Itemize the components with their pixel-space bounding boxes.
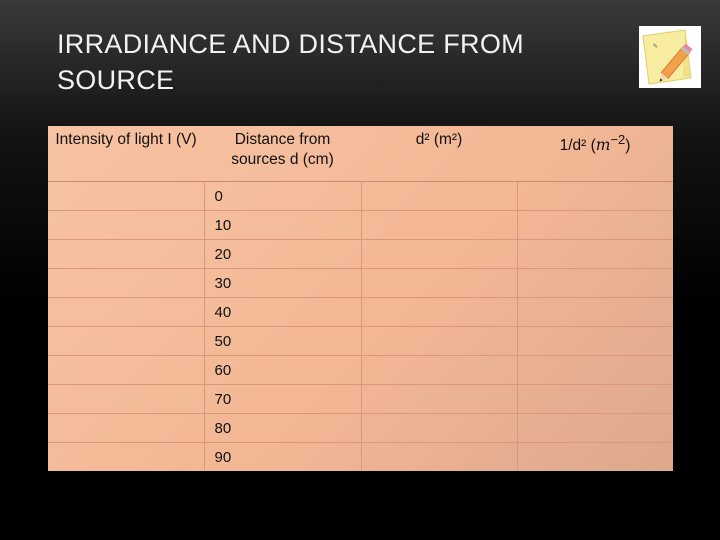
table-row bbox=[48, 298, 673, 327]
header-unit-symbol: m bbox=[595, 136, 611, 155]
table-cell bbox=[517, 269, 673, 298]
header-d-squared: d² (m²) bbox=[361, 126, 517, 182]
table-row bbox=[48, 414, 673, 443]
header-unit-close: ) bbox=[625, 137, 631, 155]
header-intensity: Intensity of light I (V) bbox=[48, 126, 204, 182]
table-cell bbox=[517, 385, 673, 414]
table-cell bbox=[361, 443, 517, 472]
table-cell bbox=[361, 356, 517, 385]
table-cell: 10 bbox=[204, 211, 361, 240]
table-cell bbox=[361, 269, 517, 298]
table-row bbox=[48, 182, 673, 211]
table-cell bbox=[48, 298, 204, 327]
table-cell bbox=[517, 240, 673, 269]
table-row bbox=[48, 240, 673, 269]
table-cell bbox=[48, 269, 204, 298]
table-row bbox=[48, 211, 673, 240]
table-row bbox=[48, 356, 673, 385]
table-row bbox=[48, 269, 673, 298]
table-cell bbox=[48, 327, 204, 356]
table-cell bbox=[48, 211, 204, 240]
table-cell: 30 bbox=[204, 269, 361, 298]
table-cell bbox=[361, 182, 517, 211]
table-cell bbox=[48, 240, 204, 269]
table-cell: 80 bbox=[204, 414, 361, 443]
table-cell: 0 bbox=[204, 182, 361, 211]
table-cell: 90 bbox=[204, 443, 361, 472]
table-cell bbox=[48, 414, 204, 443]
table-cell bbox=[517, 182, 673, 211]
table-cell bbox=[361, 414, 517, 443]
table-cell bbox=[361, 298, 517, 327]
table-cell bbox=[517, 356, 673, 385]
table-cell: 60 bbox=[204, 356, 361, 385]
table-cell bbox=[48, 385, 204, 414]
data-table bbox=[48, 126, 673, 471]
table-row bbox=[48, 443, 673, 472]
header-inverse-label: 1/d² ( bbox=[559, 137, 596, 155]
table-cell bbox=[517, 211, 673, 240]
table-cell bbox=[48, 182, 204, 211]
table-cell bbox=[361, 240, 517, 269]
table-cell bbox=[361, 211, 517, 240]
svg-text:✎: ✎ bbox=[653, 43, 659, 50]
table-row bbox=[48, 327, 673, 356]
sticky-note-pencil-icon bbox=[639, 26, 701, 88]
header-unit-exponent: −2 bbox=[610, 132, 626, 147]
table-cell: 20 bbox=[204, 240, 361, 269]
table-cell bbox=[517, 414, 673, 443]
table-row bbox=[48, 385, 673, 414]
table-cell bbox=[517, 327, 673, 356]
table-cell bbox=[361, 327, 517, 356]
header-distance: Distance from sources d (cm) bbox=[204, 126, 361, 182]
table-cell bbox=[361, 385, 517, 414]
table-cell: 50 bbox=[204, 327, 361, 356]
slide-title: IRRADIANCE AND DISTANCE FROM SOURCE bbox=[57, 29, 524, 95]
table-cell: 70 bbox=[204, 385, 361, 414]
table-cell bbox=[48, 443, 204, 472]
table-header-row bbox=[48, 126, 673, 182]
table-cell bbox=[517, 443, 673, 472]
header-inverse-d-squared bbox=[517, 126, 673, 182]
table-cell bbox=[517, 298, 673, 327]
table-cell: 40 bbox=[204, 298, 361, 327]
table-cell bbox=[48, 356, 204, 385]
